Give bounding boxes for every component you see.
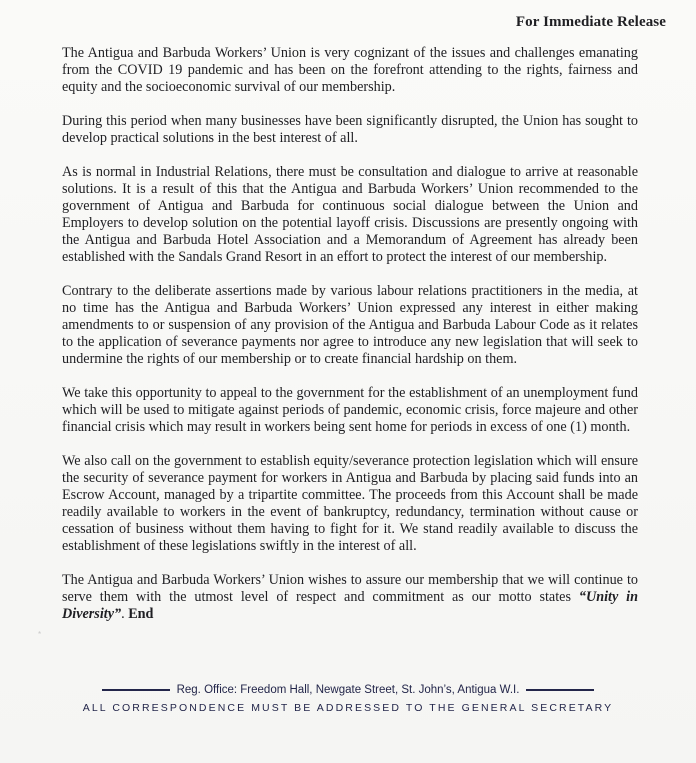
margin-mark: *: [38, 630, 42, 639]
paragraph-1: The Antigua and Barbuda Workers’ Union is very cognizant of the issues and challenges emanating from the COVID 19 pandemic and has been on the forefront attending to the rights, fairness and equity and the socioeconomic survival of our membership.: [62, 45, 638, 95]
paragraph-4: Contrary to the deliberate assertions made by various labour relations practitioners in the media, at no time has the Antigua and Barbuda Workers’ Union expressed any interest in either making amendments to or suspension of any provision of the Antigua and Barbuda Labour Code as it relates to the application of severance payments nor agree to introduce any new legislation that will seek to undermine the rights of our membership or to create financial hardship on them.: [62, 283, 638, 367]
union-motto: “Unity in Diversity”: [62, 589, 638, 622]
paragraph-6: We also call on the government to establish equity/severance protection legislation which will ensure the security of severance payment for workers in Antigua and Barbuda by placing said funds into an Escrow Account, managed by a tripartite committee. The proceeds from this Account shall be made readily available to workers in the event of bankruptcy, redundancy, termination without cause or cessation of business without them having to fight for it. We stand readily available to discuss the establishment of these legislations swiftly in the interest of all.: [62, 453, 638, 554]
closing-text: The Antigua and Barbuda Workers’ Union wishes to assure our membership that we will continue to serve them with the utmost level of respect and commitment as our motto states: [62, 572, 638, 605]
correspondence-note: ALL CORRESPONDENCE MUST BE ADDRESSED TO THE GENERAL SECRETARY: [82, 702, 614, 714]
paragraph-5: We take this opportunity to appeal to the government for the establishment of an unemployment fund which will be used to mitigate against periods of pandemic, economic crisis, force majeure and other financial crisis which may result in workers being sent home for periods in excess of one (1) month.: [62, 385, 638, 435]
release-heading: For Immediate Release: [515, 14, 666, 30]
registered-office: Reg. Office: Freedom Hall, Newgate Street, St. John’s, Antigua W.I.: [176, 684, 520, 696]
closing-paragraph: [62, 572, 638, 623]
footer-office-line: [0, 684, 696, 696]
footer-rule-right: [526, 689, 594, 690]
body-text: [62, 45, 638, 623]
footer-rule-left: [102, 689, 170, 690]
paragraph-3: As is normal in Industrial Relations, there must be consultation and dialogue to arrive at reasonable solutions. It is a result of this that the Antigua and Barbuda Workers’ Union recommended to the government of Antigua and Barbuda for continuous social dialogue between the Union and Employers to develop solution on the potential layoff crisis. Discussions are presently ongoing with the Antigua and Barbuda Hotel Association and a Memorandum of Agreement has already been established with the Sandals Grand Resort in an effort to protect the interest of our membership.: [62, 164, 638, 265]
end-marker: End: [128, 606, 154, 622]
paragraph-2: During this period when many businesses have been significantly disrupted, the Union has sought to develop practical solutions in the best interest of all.: [62, 113, 638, 146]
closing-after: .: [121, 606, 129, 622]
